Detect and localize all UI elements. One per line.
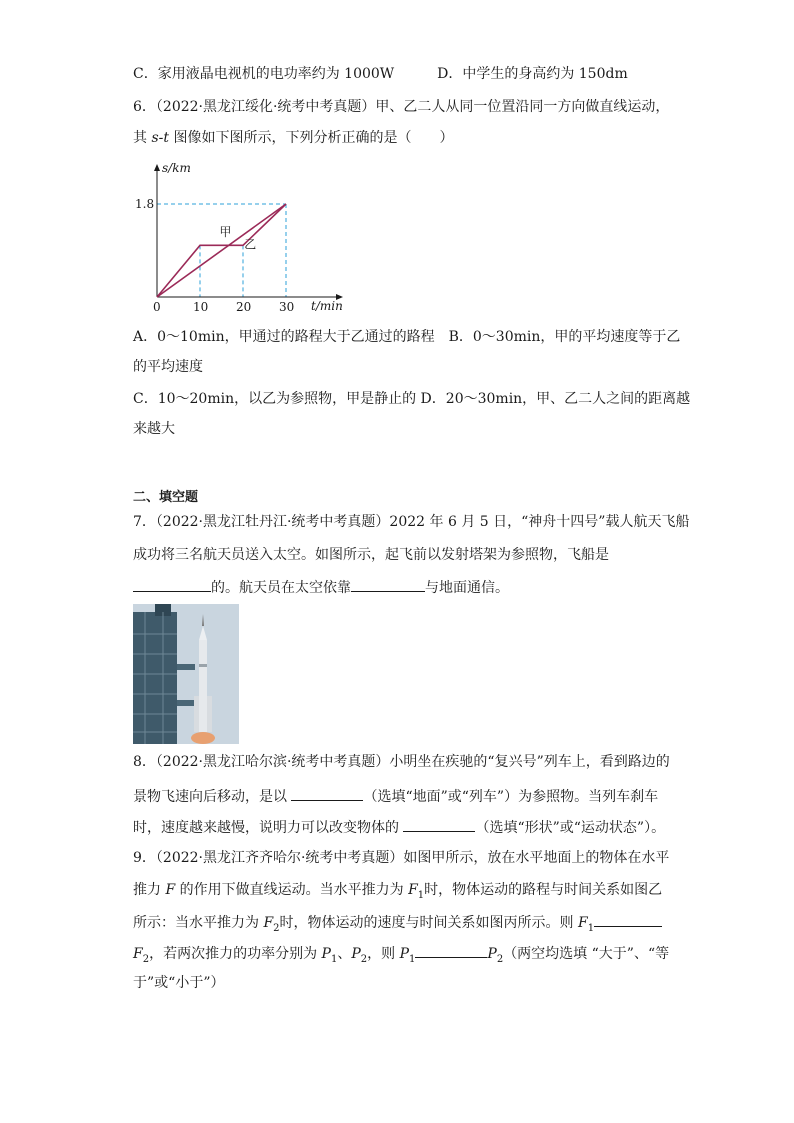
- y-tick-label: 1.8: [135, 197, 155, 211]
- launch-tower: [133, 612, 177, 744]
- rocket-booster: [207, 696, 212, 732]
- x-tick-label: 20: [236, 300, 252, 314]
- rocket-band: [199, 664, 207, 667]
- rocket-launch-photo: [133, 604, 239, 744]
- y-axis-arrow: [154, 164, 160, 171]
- rocket-body: [199, 640, 207, 732]
- q6-options-line4: 来越大: [133, 421, 175, 437]
- q8-blank-2[interactable]: [403, 816, 475, 832]
- q9-blank-1[interactable]: [594, 911, 662, 927]
- q5-option-c: C．家用液晶电视机的电功率约为 1000W: [133, 66, 395, 82]
- x-tick-label: 10: [193, 300, 209, 314]
- q5-options-line: [133, 64, 628, 84]
- series-label-jia: 甲: [219, 225, 232, 240]
- q5-option-d: D．中学生的身高约为 150dm: [437, 66, 628, 82]
- q6-st-variable: s-t: [151, 130, 169, 146]
- x-tick-label: 30: [279, 300, 295, 314]
- q7-line1: 7．（2022·黑龙江牡丹江·统考中考真题）2022 年 6 月 5 日，“神舟十四号”载人航天飞船: [133, 514, 690, 530]
- q7-blank-2[interactable]: [351, 576, 425, 592]
- q6-options-line3: C．10～20min，以乙为参照物，甲是静止的 D．20～30min，甲、乙二人之间的距离越: [133, 391, 691, 407]
- y-axis-label: s/km: [162, 161, 191, 175]
- section-heading: 二、填空题: [133, 490, 199, 505]
- x-axis-label: t/min: [311, 299, 343, 313]
- q6-stem-line2: 其 s-t 图像如下图所示，下列分析正确的是（ ）: [133, 130, 454, 146]
- q8-blank-1[interactable]: [291, 785, 363, 801]
- q9-line3: 所示：当水平推力为 $F_2$时，物体运动的速度与时间关系如图丙所示。则 $F_1$: [133, 911, 662, 939]
- q7-line2: 成功将三名航天员送入太空。如图所示，起飞前以发射塔架为参照物，飞船是: [133, 547, 609, 563]
- x-tick-label: 0: [153, 300, 161, 314]
- q7-blank-1[interactable]: [133, 576, 211, 592]
- series-label-yi: 乙: [244, 237, 257, 252]
- q9-line2: 推力 F 的作用下做直线运动。当水平推力为 $F_1$时，物体运动的路程与时间关系如图乙: [133, 882, 663, 901]
- q6-st-graph: [133, 158, 353, 316]
- series-lines: [157, 204, 286, 297]
- rocket-booster: [194, 696, 199, 732]
- q8-line3: 时，速度越来越慢，说明力可以改变物体的 （选填“形状”或“运动状态”）。: [133, 816, 665, 838]
- tower-arm: [177, 664, 195, 670]
- q6-options-line2: 的平均速度: [133, 359, 203, 375]
- q6-options-line1: A．0～10min，甲通过的路程大于乙通过的路程 B．0～30min，甲的平均速度等于乙: [133, 329, 681, 345]
- q9-line5: 于”或“小于”）: [133, 975, 225, 991]
- q6-stem-line1: 6．（2022·黑龙江绥化·统考中考真题）甲、乙二人从同一位置沿同一方向做直线运动，: [133, 99, 670, 115]
- series-line-yi: [157, 204, 286, 297]
- q8-line1: 8．（2022·黑龙江哈尔滨·统考中考真题）小明坐在疾驰的“复兴号”列车上，看到路边的: [133, 754, 670, 770]
- exhaust-flame: [191, 732, 215, 744]
- q8-line2: 景物飞速向后移动，是以 （选填“地面”或“列车”）为参照物。当列车刹车: [133, 785, 658, 807]
- tower-arm: [177, 700, 195, 706]
- q9-line1: 9．（2022·黑龙江齐齐哈尔·统考中考真题）如图甲所示，放在水平地面上的物体在水平: [133, 850, 670, 866]
- q7-line3: 的。航天员在太空依靠 与地面通信。: [133, 576, 509, 598]
- q9-blank-2[interactable]: [415, 942, 487, 958]
- q9-line4: $F_2$，若两次推力的功率分别为 $P_1$、$P_2$，则 $P_1$ $P_2$（两空均选填 “大于”、“等: [133, 942, 669, 970]
